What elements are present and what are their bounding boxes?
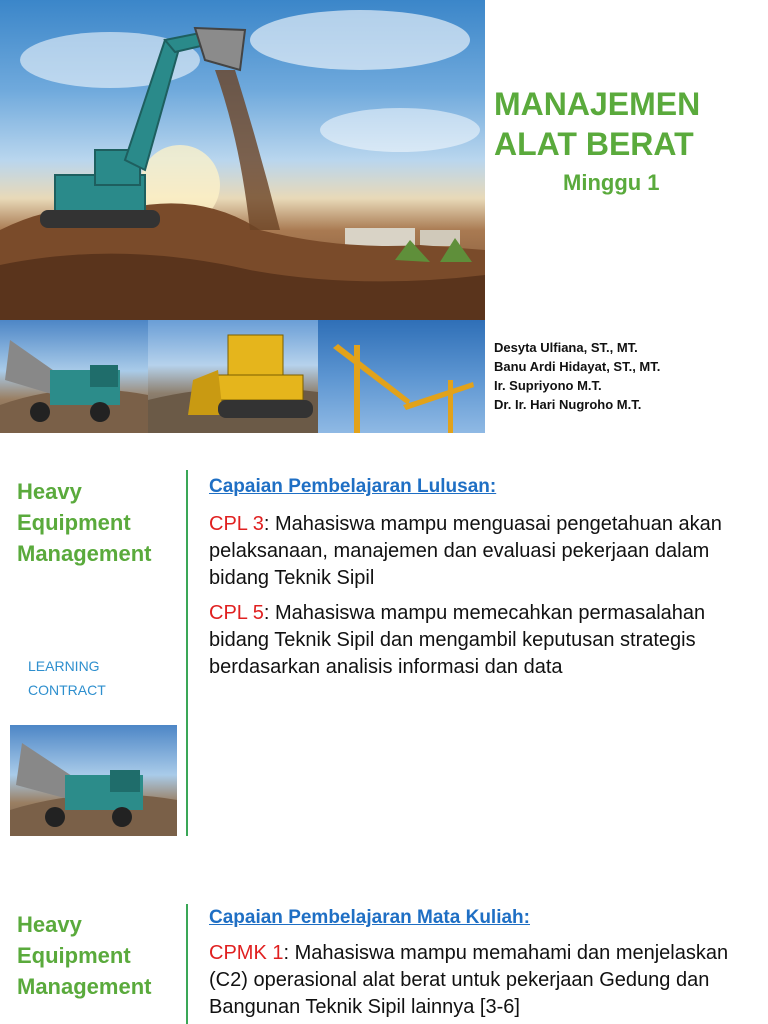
excavator-illustration (0, 0, 485, 320)
cpl-3-code: CPL 3 (209, 513, 264, 535)
dump-truck-thumbnail (10, 725, 177, 836)
cpmk-1-item (209, 940, 755, 1021)
slide3-side-title (17, 909, 151, 1002)
dump-truck-photo (0, 320, 148, 433)
side-title-line: Heavy (17, 912, 82, 937)
author-name: Banu Ardi Hidayat, ST., MT. (494, 359, 661, 374)
author-name: Dr. Ir. Hari Nugroho M.T. (494, 397, 642, 412)
learning-contract-line: LEARNING (28, 658, 100, 674)
learning-contract-label (28, 654, 106, 702)
learning-contract-line: CONTRACT (28, 682, 106, 698)
week-label: Minggu 1 (563, 170, 660, 195)
cpl-3-text: : Mahasiswa mampu menguasai pengetahuan akan pelaksanaan, manajemen dan evaluasi pekerjaan dalam bidang Teknik Sipil (209, 513, 722, 589)
dump-truck-illustration (0, 320, 148, 433)
course-title (494, 84, 700, 164)
tower-crane-photo (318, 320, 485, 433)
dump-truck-thumbnail-illustration (10, 725, 177, 836)
cpl-5-code: CPL 5 (209, 602, 264, 624)
course-title-line1: MANAJEMEN (494, 86, 701, 122)
cpmk-1-code: CPMK 1 (209, 942, 284, 964)
excavator-photo (0, 0, 485, 320)
author-name: Desyta Ulfiana, ST., MT. (494, 340, 638, 355)
slide3-heading: Capaian Pembelajaran Mata Kuliah: (209, 907, 530, 928)
slide2-heading: Capaian Pembelajaran Lulusan: (209, 476, 497, 497)
tower-crane-illustration (318, 320, 485, 433)
slide2-divider (186, 470, 188, 836)
side-title-line: Equipment (17, 943, 131, 968)
side-title-line: Management (17, 541, 152, 566)
cpl-3-item (209, 511, 759, 592)
side-title-line: Heavy (17, 479, 82, 504)
bulldozer-illustration (148, 320, 318, 433)
author-list (494, 338, 660, 414)
cpl-5-item (209, 600, 759, 681)
author-name: Ir. Supriyono M.T. (494, 378, 602, 393)
cpl-5-text: : Mahasiswa mampu memecahkan permasalahan bidang Teknik Sipil dan mengambil keputusan strategis berdasarkan analisis informasi dan data (209, 602, 706, 678)
slide2-side-title (17, 476, 151, 569)
slide3-divider (186, 904, 188, 1024)
bulldozer-photo (148, 320, 318, 433)
course-title-line2: ALAT BERAT (494, 126, 694, 162)
side-title-line: Management (17, 974, 152, 999)
side-title-line: Equipment (17, 510, 131, 535)
cpmk-1-text: : Mahasiswa mampu memahami dan menjelaskan (C2) operasional alat berat untuk pekerjaan Gedung dan Bangunan Teknik Sipil lainnya [3-6] (209, 942, 729, 1018)
